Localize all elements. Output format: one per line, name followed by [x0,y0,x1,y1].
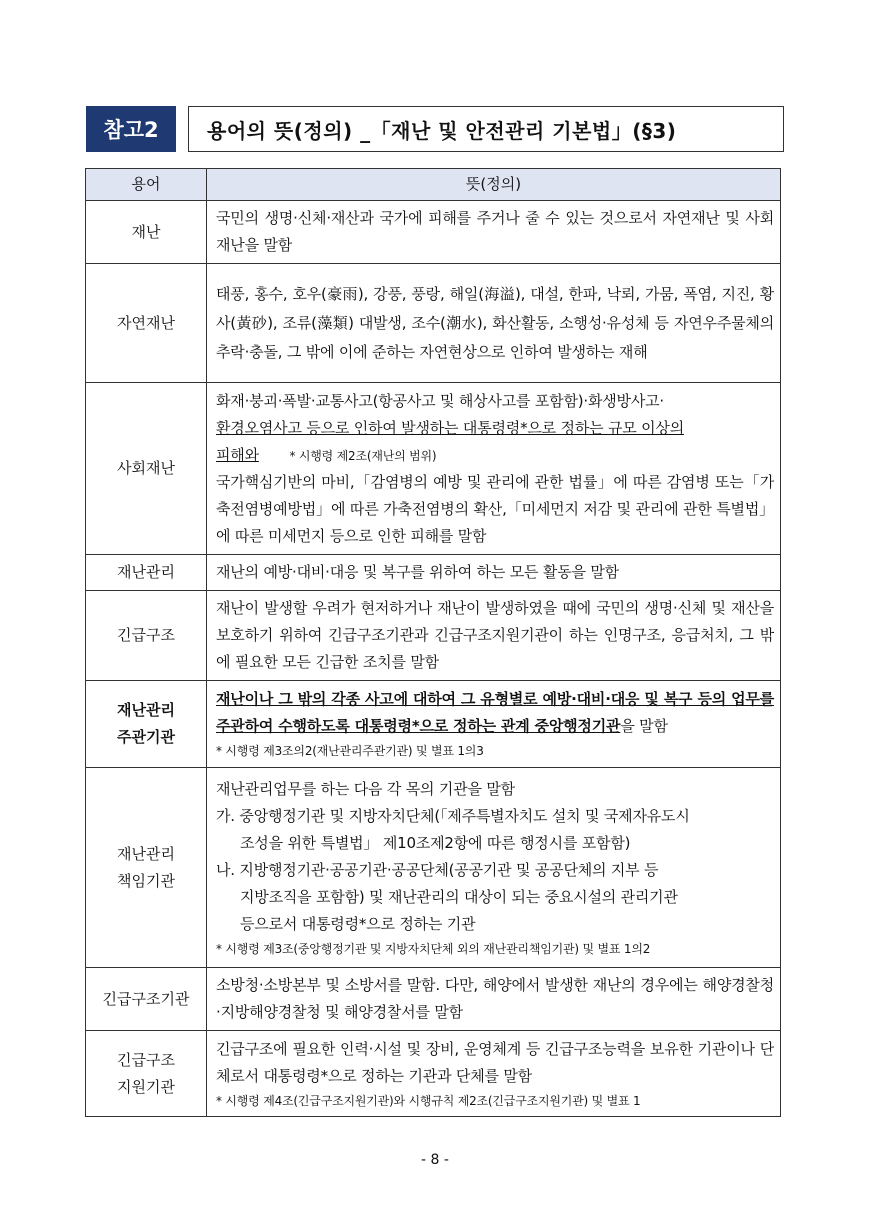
section-header [86,106,677,152]
definition-cell [207,383,781,555]
term-cell: 재난 [86,201,207,264]
term-cell: 사회재난 [86,383,207,555]
term-cell [86,681,207,768]
list-item-b: 나. 지방행정기관·공공기관·공공단체(공공기관 및 공공단체의 지부 등 [216,860,659,879]
term-cell [86,768,207,968]
definition-cell: 재난의 예방·대비·대응 및 복구를 위하여 하는 모든 활동을 말함 [207,555,781,591]
term-cell [86,1031,207,1117]
term-line: 지원기관 [117,1077,175,1096]
footnote: * 시행령 제3조(중앙행정기관 및 지방자치단체 외의 재난관리책임기관) 및 별표 1의2 [216,941,651,956]
footnote: * 시행령 제3조의2(재난관리주관기관) 및 별표 1의3 [216,744,484,758]
definitions-table [85,168,781,1117]
list-item-b-cont: 지방조직을 포함함) 및 재난관리의 대상이 되는 중요시설의 관리기관 [240,887,678,906]
definition-cell: 재난이 발생할 우려가 현저하거나 재난이 발생하였을 때에 국민의 생명·신체 및 재산을 보호하기 위하여 긴급구조기관과 긴급구조지원기관이 하는 인명구조, 응급처치, 그 밖에 필요한 모든 긴급한 조치를 말함 [207,591,781,681]
table-row [86,681,781,768]
term-line: 책임기관 [117,871,175,890]
page-title: 용어의 뜻(정의) _「재난 및 안전관리 기본법」(§3) [188,106,784,152]
footnote: * 시행령 제4조(긴급구조지원기관)와 시행규칙 제2조(긴급구조지원기관) 및 별표 1 [216,1093,641,1108]
definition-cell [207,1031,781,1117]
list-item-a: 가. 중앙행정기관 및 지방자치단체(「제주특별자치도 설치 및 국제자유도시 [216,806,690,825]
table-row [86,768,781,968]
definition-fragment: 피해와 [216,445,259,464]
reference-badge: 참고2 [86,106,176,152]
term-cell: 긴급구조기관 [86,968,207,1031]
table-header-row [86,169,781,201]
definition-line-underlined: 환경오염사고 등으로 인하여 발생하는 대통령령*으로 정하는 규모 이상의 [216,418,684,437]
table-row [86,201,781,264]
term-line: 재난관리 [117,701,175,719]
definition-paragraph: 국가핵심기반의 마비,「감염병의 예방 및 관리에 관한 법률」에 따른 감염병 또는「가축전염병예방법」에 따른 가축전염병의 확산,「미세먼지 저감 및 관리에 관한 특별법」에 따른 미세먼지 등으로 인한 피해를 말함 [216,472,774,545]
definition-cell: 태풍, 홍수, 호우(豪雨), 강풍, 풍랑, 해일(海溢), 대설, 한파, 낙뢰, 가뭄, 폭염, 지진, 황사(黃砂), 조류(藻類) 대발생, 조수(潮水), 화산활동, 소행성·유성체 등 자연우주물체의 추락·충돌, 그 밖에 이에 준하는 자연현상으로 인하여 발생하는 재해 [207,264,781,383]
table-row [86,383,781,555]
term-line: 주관기관 [117,728,175,746]
term-cell: 재난관리 [86,555,207,591]
definition-line: 재난관리업무를 하는 다음 각 목의 기관을 말함 [216,779,515,798]
table-row [86,555,781,591]
table-row [86,591,781,681]
term-line: 재난관리 [117,844,175,863]
list-item-b-cont: 등으로서 대통령령*으로 정하는 기관 [240,914,476,933]
term-cell: 긴급구조 [86,591,207,681]
table-row [86,1031,781,1117]
table-row [86,968,781,1031]
definition-cell: 국민의 생명·신체·재산과 국가에 피해를 주거나 줄 수 있는 것으로서 자연재난 및 사회재난을 말함 [207,201,781,264]
term-cell: 자연재난 [86,264,207,383]
definition-fragment: 을 말함 [620,717,668,735]
column-header-definition: 뜻(정의) [207,169,781,201]
definition-emphasis: 재난이나 그 밖의 각종 사고에 대하여 그 유형별로 예방·대비·대응 및 복구 등의 업무를 주관하여 수행하도록 대통령령*으로 정하는 관계 중앙행정기관 [216,690,774,735]
definition-cell [207,681,781,768]
column-header-term: 용어 [86,169,207,201]
definition-cell: 소방청·소방본부 및 소방서를 말함. 다만, 해양에서 발생한 재난의 경우에는 해양경찰청·지방해양경찰청 및 해양경찰서를 말함 [207,968,781,1031]
definition-paragraph: 긴급구조에 필요한 인력·시설 및 장비, 운영체계 등 긴급구조능력을 보유한 기관이나 단체로서 대통령령*으로 정하는 기관과 단체를 말함 [216,1039,774,1085]
definition-paragraph [216,686,774,740]
table-row [86,264,781,383]
definition-cell [207,768,781,968]
list-item-a-cont: 조성을 위한 특별법」 제10조제2항에 따른 행정시를 포함함) [240,833,631,852]
definition-line: 화재·붕괴·폭발·교통사고(항공사고 및 해상사고를 포함함)·화생방사고· [216,391,664,410]
page-number: - 8 - [421,1152,449,1168]
term-line: 긴급구조 [117,1050,175,1069]
definition-line [216,442,774,469]
footnote: * 시행령 제2조(재난의 범위) [289,448,437,463]
